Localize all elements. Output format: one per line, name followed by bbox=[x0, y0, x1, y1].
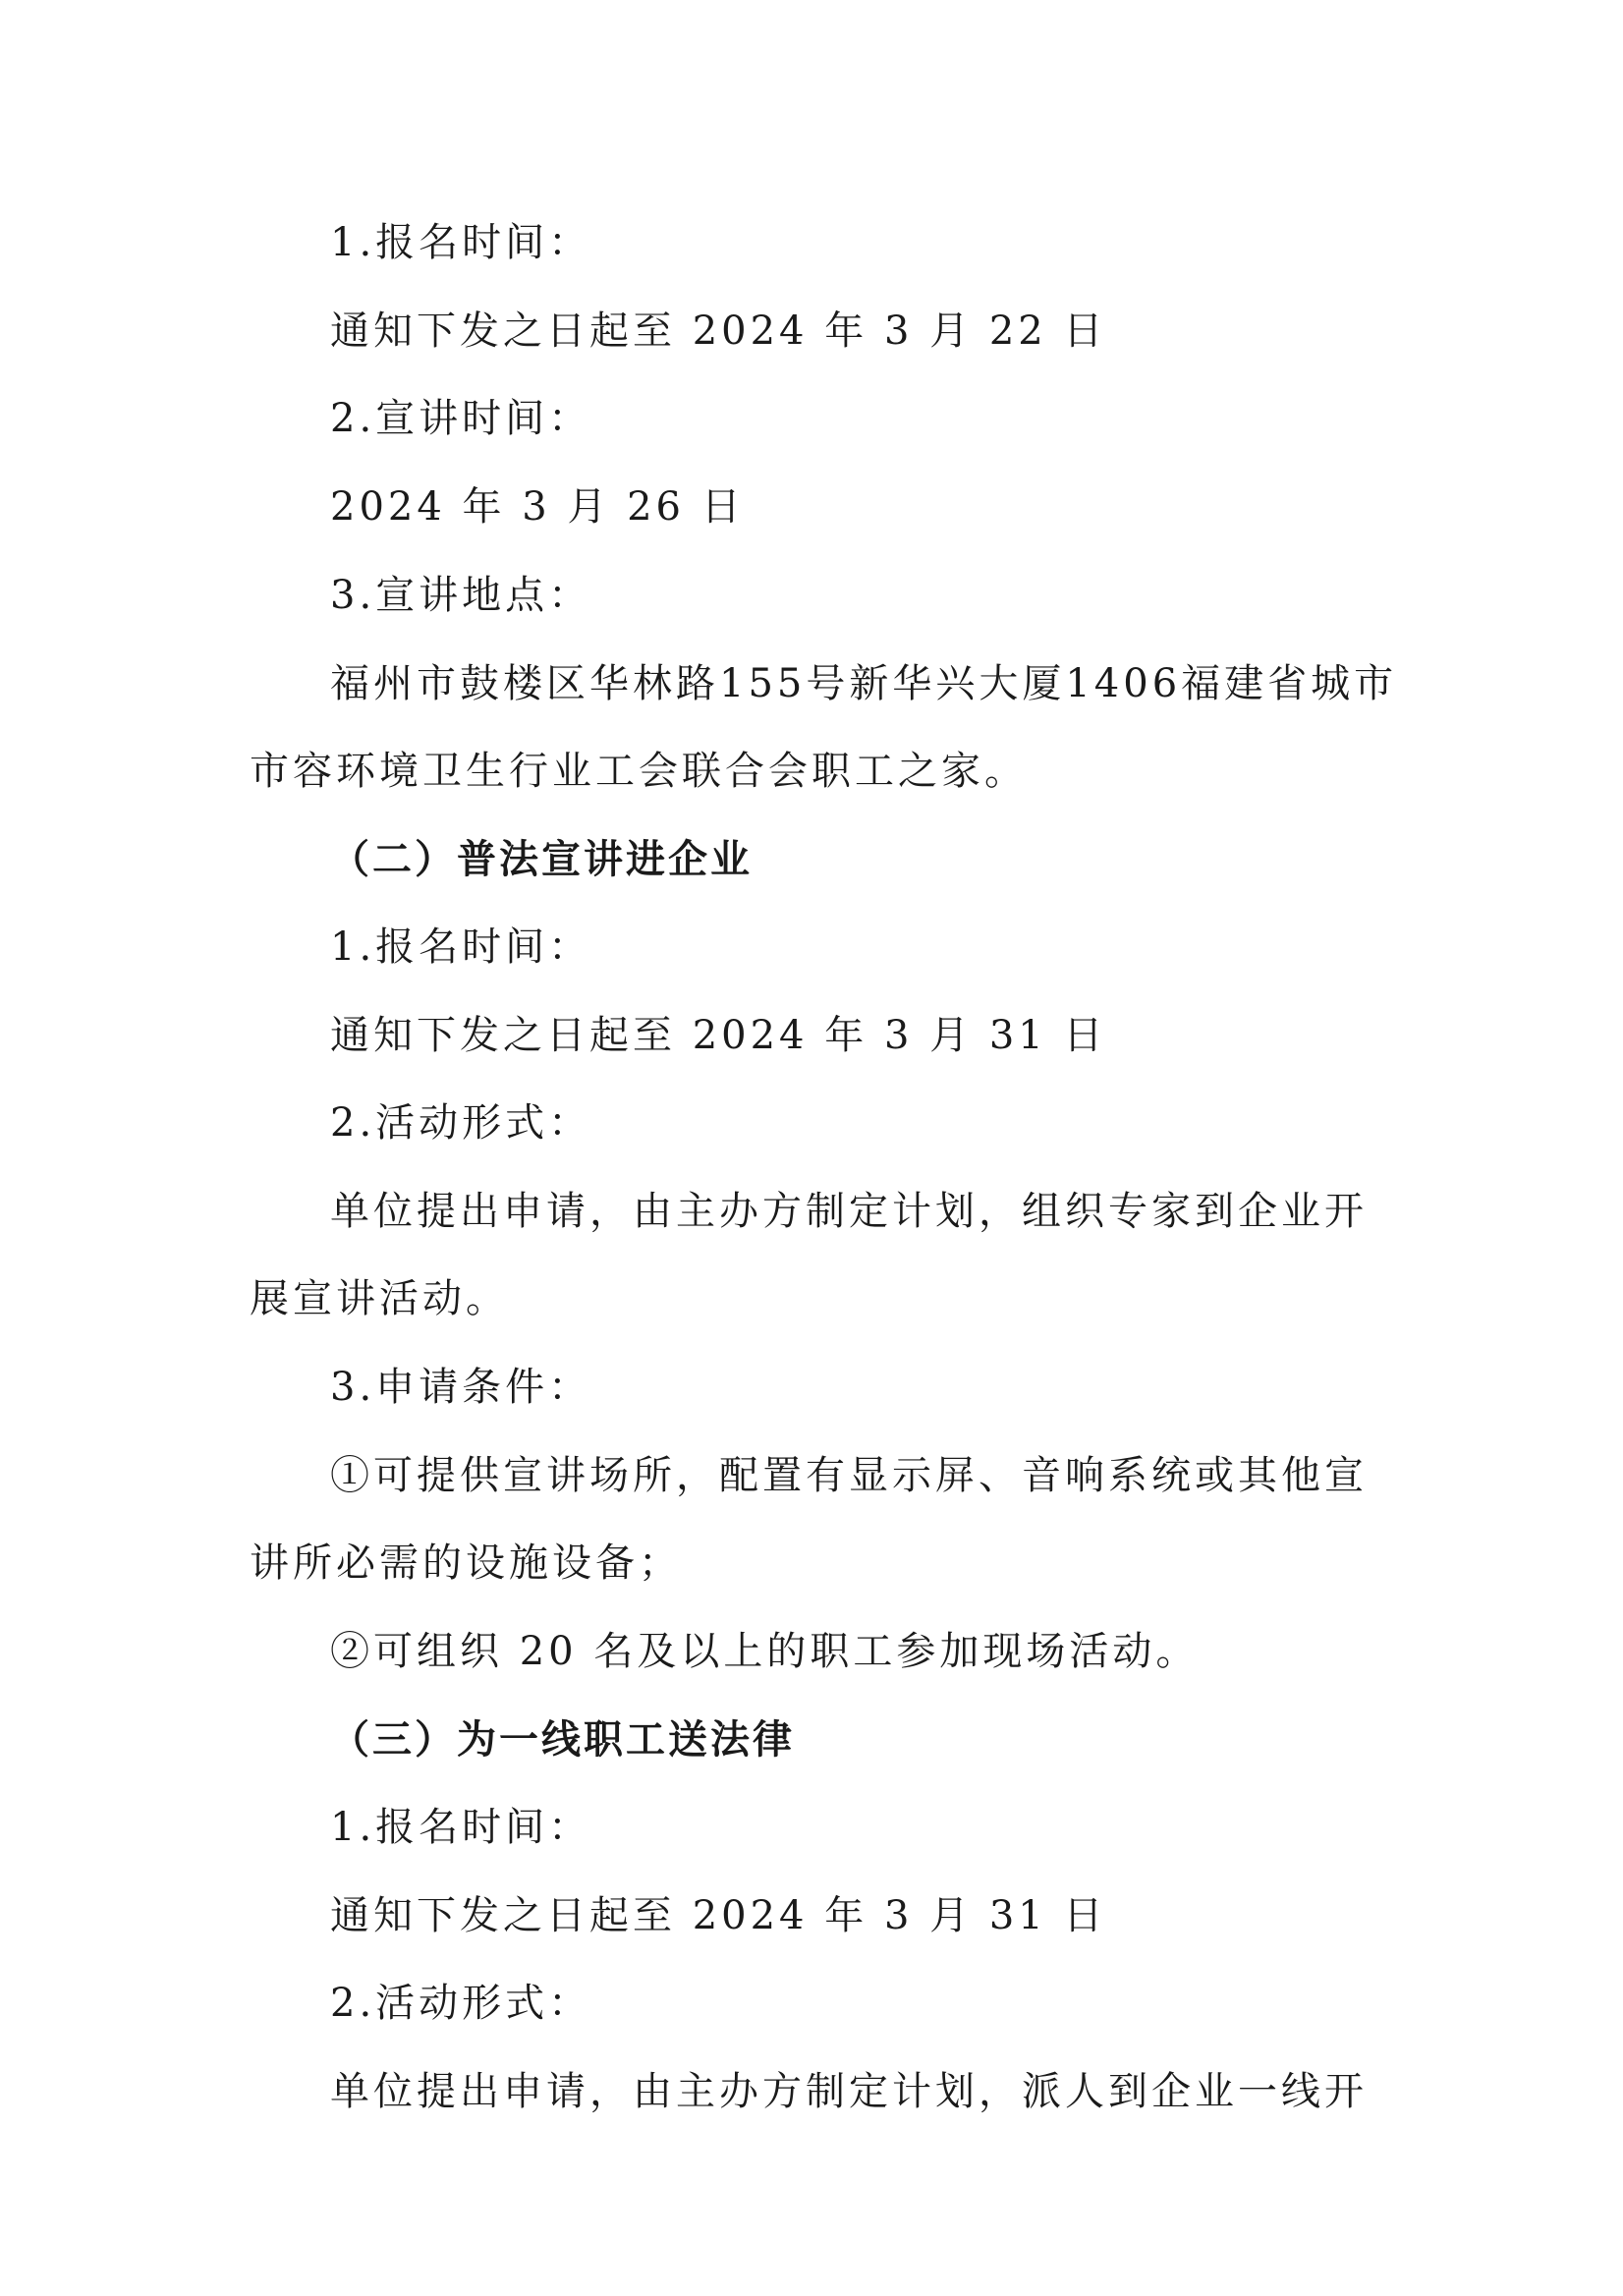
application-conditions-label: 3.申请条件： bbox=[330, 1365, 592, 1410]
activity-form-line-1: 单位提出申请，由主办方制定计划，组织专家到企业开 bbox=[330, 1189, 1368, 1234]
registration-time-value: 通知下发之日起至 2024 年 3 月 22 日 bbox=[330, 308, 1107, 354]
registration-time-value: 通知下发之日起至 2024 年 3 月 31 日 bbox=[330, 1893, 1107, 1938]
section-heading-enterprise-lecture: （二）普法宣讲进企业 bbox=[330, 836, 753, 882]
lecture-time-value: 2024 年 3 月 26 日 bbox=[330, 484, 745, 530]
activity-form-label: 2.活动形式： bbox=[330, 1100, 592, 1146]
activity-form-line-2: 展宣讲活动。 bbox=[250, 1276, 509, 1321]
section-heading-frontline-law: （三）为一线职工送法律 bbox=[330, 1716, 795, 1763]
condition-1-line-1: ①可提供宣讲场所，配置有显示屏、音响系统或其他宣 bbox=[330, 1453, 1368, 1498]
lecture-location-line-2: 市容环境卫生行业工会联合会职工之家。 bbox=[250, 749, 1028, 794]
registration-time-label: 1.报名时间： bbox=[330, 1805, 592, 1850]
activity-form-line-1: 单位提出申请，由主办方制定计划，派人到企业一线开 bbox=[330, 2069, 1368, 2114]
lecture-location-line-1: 福州市鼓楼区华林路155号新华兴大厦1406福建省城市 bbox=[330, 661, 1398, 706]
condition-1-line-2: 讲所必需的设施设备； bbox=[250, 1540, 682, 1586]
registration-time-label: 1.报名时间： bbox=[330, 220, 592, 265]
lecture-location-label: 3.宣讲地点： bbox=[330, 573, 592, 618]
activity-form-label: 2.活动形式： bbox=[330, 1981, 592, 2026]
registration-time-label: 1.报名时间： bbox=[330, 924, 592, 970]
lecture-time-label: 2.宣讲时间： bbox=[330, 396, 592, 441]
condition-2-line-1: ②可组织 20 名及以上的职工参加现场活动。 bbox=[330, 1629, 1200, 1674]
registration-time-value: 通知下发之日起至 2024 年 3 月 31 日 bbox=[330, 1013, 1107, 1058]
